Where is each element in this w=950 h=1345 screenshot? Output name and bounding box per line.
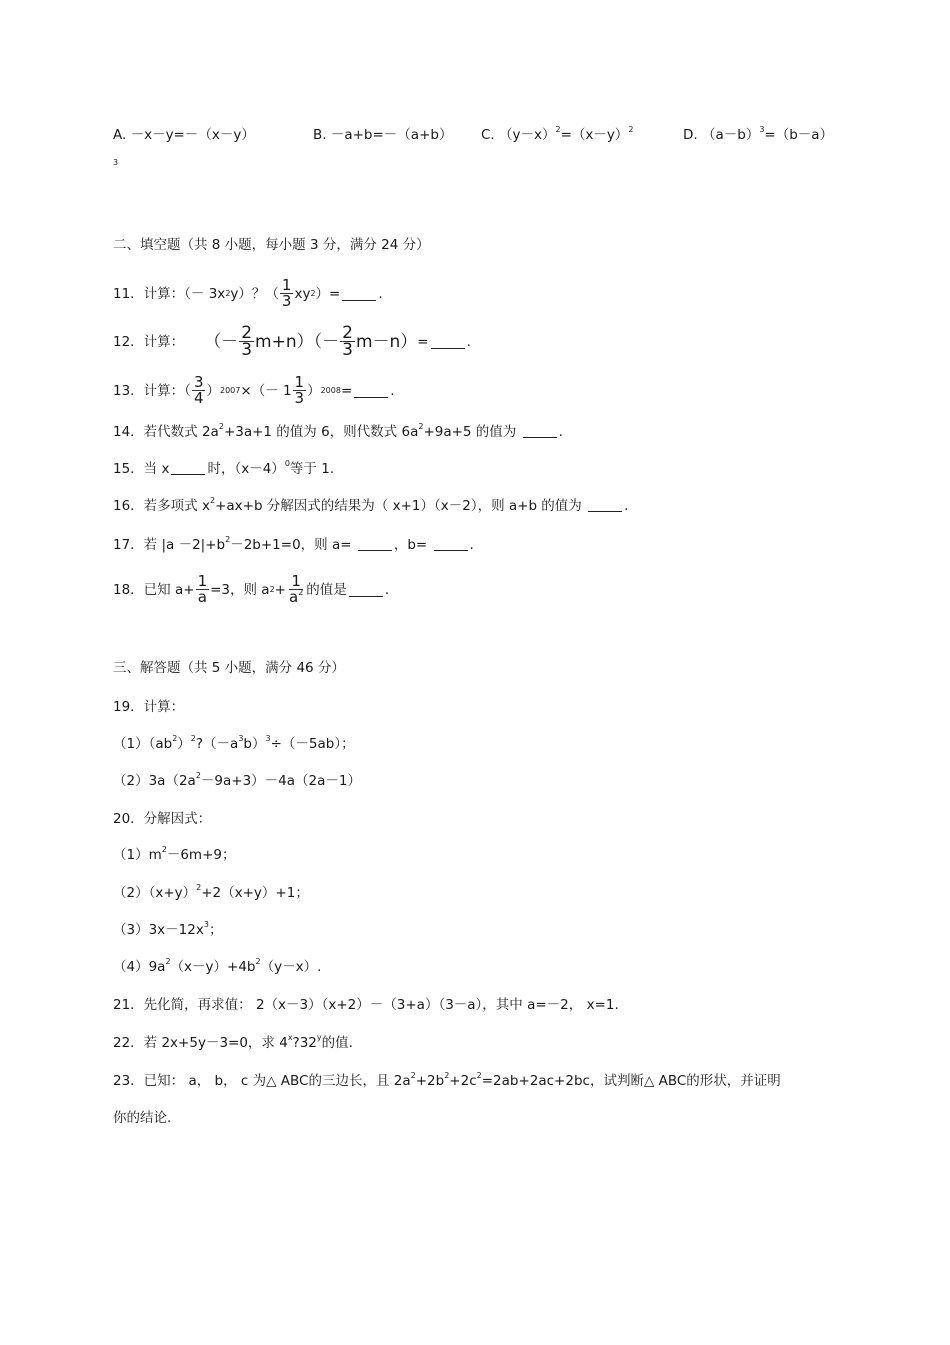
fraction: $\frac{3}{4}$ <box>193 373 204 407</box>
question-23-continued: 你的结论. <box>113 1110 172 1126</box>
option-c: C. $(y-x)^2=(x-y)^2$ <box>481 125 634 143</box>
option-d: D. $(a-b)^3=(b-a)$ <box>683 125 834 143</box>
question-22: 22．若 2x+5y－3=0，求 4$^x$?32$^y$的值. <box>113 1033 353 1051</box>
question-20-part-3: $(3)3x-12x^3$； <box>113 920 223 938</box>
question-11: 11．计算：（－ 3x 2 y）？（ $\frac{1}{3}$ xy 2 ）= . <box>113 276 383 310</box>
question-20-part-2: $(2)(x+y)^2+2(x+y)+1$； <box>113 883 309 901</box>
option-a: A. －x－y=－（x－y） <box>113 127 255 143</box>
question-19-title: 19．计算： <box>113 699 185 715</box>
answer-blank[interactable] <box>523 423 557 438</box>
answer-blank[interactable] <box>431 334 465 349</box>
question-15: 15．当 x 时，$(x-4)^0$等于 1. <box>113 459 335 477</box>
section-heading-fill-in: 二、填空题（共 8 小题，每小题 3 分，满分 24 分） <box>113 237 430 253</box>
question-14: 14．若代数式 $2a^2+3a+1$ 的值为 6，则代数式 $6a^2+9a+5$ 的值为 . <box>113 422 563 440</box>
fraction: $\frac{1}{a}$ <box>197 572 208 606</box>
question-21: 21．先化简，再求值： 2（x－3）（x+2）－（3+a）（3－a），其中 a=－2， x=1. <box>113 997 619 1013</box>
answer-blank-a[interactable] <box>358 536 392 551</box>
question-20-title: 20．分解因式： <box>113 811 212 827</box>
question-20-part-4: $(4)9a^2(x-y)+4b^2(y-x)$. <box>113 957 322 975</box>
question-19-part-2: $(2)3a(2a^2-9a+3)-4a(2a-1)$ <box>113 771 361 789</box>
answer-blank-b[interactable] <box>434 536 468 551</box>
section-heading-solutions: 三、解答题（共 5 小题，满分 46 分） <box>113 660 345 676</box>
question-16: 16．若多项式 $x^2+ax+b$ 分解因式的结果为（ x+1）（x－2），则 a+b 的值为 . <box>113 496 629 514</box>
question-20-part-1: $(1)m^2-6m+9$； <box>113 845 236 863</box>
question-19-part-1: $(1)(ab^2)^2?(-a^3b)^3\div(-5ab)$； <box>113 734 355 752</box>
answer-blank[interactable] <box>171 460 205 475</box>
fraction: $\frac{1}{a^2}$ <box>288 572 304 606</box>
answer-blank[interactable] <box>342 286 376 301</box>
question-23: 23．已知： a， b， c 为△ ABC的三边长，且 $2a^2+2b^2+2c^2=2ab+2ac+2bc$，试判断△ ABC的形状，并证明 <box>113 1071 781 1089</box>
fraction: $\frac{2}{3}$ <box>241 323 253 360</box>
question-17: 17．若 $|a -2|+b^2-2b+1=0$，则 a= ，b= . <box>113 535 474 553</box>
answer-blank[interactable] <box>349 582 383 597</box>
question-18: 18．已知 a+ $\frac{1}{a}$ =3，则 a 2 + $\frac{1}{a^2}$ 的值是 . <box>113 572 390 606</box>
question-12: 12．计算： （－ $\frac{2}{3}$ m+n）（－ $\frac{2}{3}$ m－n） = . <box>113 323 471 360</box>
question-13: 13．计算：（ $\frac{3}{4}$ ） 2007 ×（－ 1 $\frac{1}{3}$ ） 2008 = . <box>113 373 395 407</box>
fraction: $\frac{2}{3}$ <box>342 323 353 360</box>
fraction: $\frac{1}{3}$ <box>294 373 305 407</box>
option-d-continued: 3 <box>113 158 119 167</box>
answer-blank[interactable] <box>588 497 622 512</box>
fraction: $\frac{1}{3}$ <box>281 276 292 310</box>
option-b: B. －a+b=－（a+b） <box>313 127 453 143</box>
answer-blank[interactable] <box>354 383 388 398</box>
